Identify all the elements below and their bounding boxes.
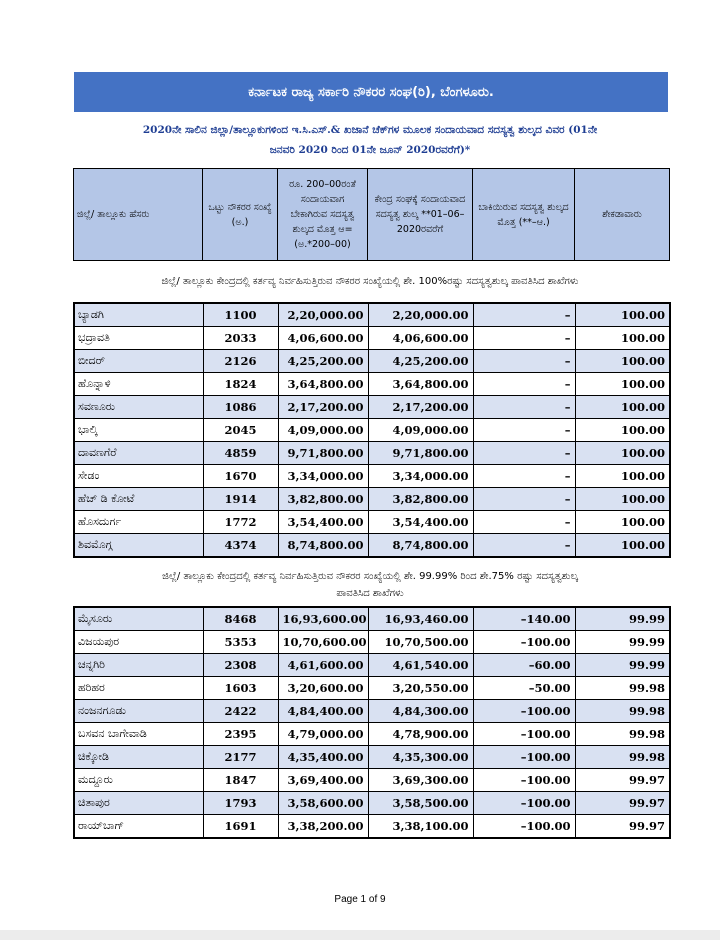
header-fee-balance: ಬಾಕಿಯಿರುವ ಸದಸ್ಯತ್ವ ಶುಲ್ಕದ ಮೊತ್ತ (**–ಆ.) [473, 169, 575, 261]
cell-fee-balance: – [473, 511, 575, 534]
cell-branch-name: ಮೈಸೂರು [74, 607, 203, 631]
cell-fee-due: 4,25,200.00 [278, 350, 368, 373]
cell-fee-balance: – [473, 396, 575, 419]
cell-fee-paid: 10,70,500.00 [368, 631, 473, 654]
cell-fee-due: 4,84,400.00 [278, 700, 368, 723]
cell-employee-count: 4859 [203, 442, 278, 465]
cell-fee-due: 3,20,600.00 [278, 677, 368, 700]
cell-branch-name: ಸವಣೂರು [74, 396, 203, 419]
table-row [74, 350, 670, 373]
cell-fee-paid: 2,17,200.00 [368, 396, 473, 419]
cell-fee-due: 16,93,600.00 [278, 607, 368, 631]
cell-branch-name: ಭದ್ರಾವತಿ [74, 327, 203, 350]
cell-fee-paid: 3,38,100.00 [368, 815, 473, 839]
cell-fee-paid: 4,61,540.00 [368, 654, 473, 677]
table-row [74, 327, 670, 350]
cell-branch-name: ಚನ್ನಗಿರಿ [74, 654, 203, 677]
table-row [74, 815, 670, 839]
table-row [74, 396, 670, 419]
cell-fee-paid: 3,20,550.00 [368, 677, 473, 700]
cell-fee-paid: 3,54,400.00 [368, 511, 473, 534]
cell-employee-count: 4374 [203, 534, 278, 558]
cell-percentage: 100.00 [575, 534, 670, 558]
cell-percentage: 99.99 [575, 631, 670, 654]
cell-employee-count: 8468 [203, 607, 278, 631]
cell-fee-paid: 4,09,000.00 [368, 419, 473, 442]
cell-employee-count: 5353 [203, 631, 278, 654]
table-row [74, 488, 670, 511]
cell-branch-name: ಹೊಸದುರ್ಗ [74, 511, 203, 534]
cell-fee-paid: 16,93,460.00 [368, 607, 473, 631]
cell-employee-count: 1691 [203, 815, 278, 839]
cell-branch-name: ಮದ್ದೂರು [74, 769, 203, 792]
table-row [74, 511, 670, 534]
table-row [74, 654, 670, 677]
table-row [74, 631, 670, 654]
section-1-note-text: ಜಿಲ್ಲೆ/ ತಾಲ್ಲೂಕು ಕೇಂದ್ರದಲ್ಲಿ ಕರ್ತವ್ಯ ನಿರ್ವಹಿಸುತ್ತಿರುವ ನೌಕರರ ಸಂಖ್ಯೆಯಲ್ಲಿ ಶೇ. 100%ರಷ್ಟು ಸದಸ್ಯತ್ವಶುಲ್ಕ ಪಾವತಿಸಿದ ಶಾಖೆಗಳು [161, 276, 579, 287]
cell-employee-count: 2422 [203, 700, 278, 723]
cell-percentage: 100.00 [575, 488, 670, 511]
cell-branch-name: ಬಸವನ ಬಾಗೇವಾಡಿ [74, 723, 203, 746]
cell-branch-name: ಸೇಡಂ [74, 465, 203, 488]
cell-fee-balance: – [473, 534, 575, 558]
cell-branch-name: ವಿಜಯಪುರ [74, 631, 203, 654]
cell-percentage: 99.98 [575, 723, 670, 746]
report-subtitle [70, 120, 670, 160]
header-total-employees: ಒಟ್ಟು ನೌಕರರ ಸಂಖ್ಯೆ (ಅ.) [203, 169, 278, 261]
cell-fee-due: 4,06,600.00 [278, 327, 368, 350]
column-header-table [73, 168, 670, 261]
header-fee-paid: ಕೇಂದ್ರ ಸಂಘಕ್ಕೆ ಸಂದಾಯವಾದ ಸದಸ್ಯತ್ವ ಶುಲ್ಕ **01–06–2020ರವರೆಗೆ [368, 169, 473, 261]
cell-percentage: 100.00 [575, 465, 670, 488]
cell-fee-balance: –100.00 [473, 723, 575, 746]
cell-fee-balance: – [473, 442, 575, 465]
cell-employee-count: 1086 [203, 396, 278, 419]
banner-title: ಕರ್ನಾಟಕ ರಾಜ್ಯ ಸರ್ಕಾರಿ ನೌಕರರ ಸಂಘ(ರಿ), ಬೆಂಗಳೂರು. [248, 84, 494, 100]
table-row [74, 373, 670, 396]
cell-fee-balance: – [473, 373, 575, 396]
table-row [74, 677, 670, 700]
cell-fee-due: 4,61,600.00 [278, 654, 368, 677]
cell-employee-count: 1772 [203, 511, 278, 534]
cell-percentage: 100.00 [575, 350, 670, 373]
cell-percentage: 99.99 [575, 607, 670, 631]
cell-employee-count: 1670 [203, 465, 278, 488]
cell-branch-name: ದಾವಣಗೆರೆ [74, 442, 203, 465]
cell-fee-due: 3,82,800.00 [278, 488, 368, 511]
cell-fee-due: 4,79,000.00 [278, 723, 368, 746]
cell-percentage: 99.97 [575, 769, 670, 792]
header-fee-due: ರೂ. 200–00ರಂತೆ ಸಂದಾಯವಾಗ ಬೇಕಾಗಿರುವ ಸದಸ್ಯತ್ವ ಶುಲ್ಕದ ಮೊತ್ತ ಆ=(ಅ.*200–00) [278, 169, 368, 261]
cell-percentage: 100.00 [575, 442, 670, 465]
cell-fee-due: 3,58,600.00 [278, 792, 368, 815]
cell-branch-name: ನಂಜನಗೂಡು [74, 700, 203, 723]
cell-fee-paid: 2,20,000.00 [368, 303, 473, 327]
cell-fee-due: 3,69,400.00 [278, 769, 368, 792]
cell-employee-count: 1793 [203, 792, 278, 815]
cell-fee-due: 3,54,400.00 [278, 511, 368, 534]
partial-payment-branches-table [73, 606, 671, 839]
cell-fee-paid: 4,78,900.00 [368, 723, 473, 746]
table-row [74, 419, 670, 442]
cell-fee-balance: –100.00 [473, 700, 575, 723]
cell-fee-paid: 3,69,300.00 [368, 769, 473, 792]
header-percentage: ಶೇಕಡಾವಾರು [575, 169, 670, 261]
cell-fee-due: 4,09,000.00 [278, 419, 368, 442]
cell-fee-balance: –100.00 [473, 746, 575, 769]
cell-fee-balance: –100.00 [473, 631, 575, 654]
cell-employee-count: 1603 [203, 677, 278, 700]
cell-fee-due: 3,64,800.00 [278, 373, 368, 396]
cell-employee-count: 2126 [203, 350, 278, 373]
cell-employee-count: 2308 [203, 654, 278, 677]
cell-fee-balance: – [473, 303, 575, 327]
table-row [74, 792, 670, 815]
cell-branch-name: ಚಿಕ್ಕೋಡಿ [74, 746, 203, 769]
organization-title-banner [74, 72, 668, 112]
cell-fee-paid: 3,82,800.00 [368, 488, 473, 511]
cell-fee-paid: 8,74,800.00 [368, 534, 473, 558]
table-row [74, 442, 670, 465]
cell-fee-balance: –100.00 [473, 815, 575, 839]
cell-employee-count: 2395 [203, 723, 278, 746]
cell-percentage: 99.99 [575, 654, 670, 677]
cell-fee-due: 3,38,200.00 [278, 815, 368, 839]
cell-branch-name: ರಾಯ್‌ಬಾಗ್ [74, 815, 203, 839]
cell-percentage: 100.00 [575, 511, 670, 534]
table-row [74, 746, 670, 769]
cell-fee-paid: 4,84,300.00 [368, 700, 473, 723]
cell-fee-paid: 9,71,800.00 [368, 442, 473, 465]
cell-branch-name: ಬ್ಯಾಡಗಿ [74, 303, 203, 327]
cell-branch-name: ಹರಿಹರ [74, 677, 203, 700]
cell-branch-name: ಶಿವಮೊಗ್ಗ [74, 534, 203, 558]
cell-fee-paid: 3,34,000.00 [368, 465, 473, 488]
subtitle-line-1: 2020ನೇ ಸಾಲಿನ ಜಿಲ್ಲಾ/ತಾಲ್ಲೂಕುಗಳಿಂದ ಇ.ಸಿ.ಎಸ್.& ಖಜಾನೆ ಚೆಕ್‌ಗಳ ಮೂಲಕ ಸಂದಾಯವಾದ ಸದಸ್ಯತ್ವ ಶುಲ್ಕದ ವಿವರ (01ನೇ [142, 124, 598, 136]
header-district-name: ಜಿಲ್ಲೆ/ ತಾಲ್ಲೂಕು ಹೆಸರು [74, 169, 203, 261]
cell-branch-name: ಭಾಲ್ಕಿ [74, 419, 203, 442]
cell-fee-paid: 3,58,500.00 [368, 792, 473, 815]
cell-branch-name: ಬೀದರ್ [74, 350, 203, 373]
cell-employee-count: 1824 [203, 373, 278, 396]
cell-percentage: 100.00 [575, 327, 670, 350]
table-row [74, 723, 670, 746]
cell-percentage: 100.00 [575, 303, 670, 327]
section-2-note-line-2: ಪಾವತಿಸಿದ ಶಾಖೆಗಳು [336, 588, 404, 599]
cell-fee-balance: – [473, 488, 575, 511]
cell-fee-due: 3,34,000.00 [278, 465, 368, 488]
cell-branch-name: ಹೊನ್ನಾಳಿ [74, 373, 203, 396]
cell-percentage: 99.98 [575, 700, 670, 723]
cell-fee-balance: –100.00 [473, 792, 575, 815]
cell-fee-paid: 4,35,300.00 [368, 746, 473, 769]
cell-fee-balance: – [473, 465, 575, 488]
cell-percentage: 99.97 [575, 815, 670, 839]
cell-fee-balance: – [473, 327, 575, 350]
cell-percentage: 99.97 [575, 792, 670, 815]
cell-fee-balance: –60.00 [473, 654, 575, 677]
cell-fee-balance: –100.00 [473, 769, 575, 792]
cell-employee-count: 2045 [203, 419, 278, 442]
cell-fee-paid: 4,25,200.00 [368, 350, 473, 373]
cell-fee-balance: –140.00 [473, 607, 575, 631]
cell-fee-balance: – [473, 350, 575, 373]
cell-percentage: 99.98 [575, 677, 670, 700]
cell-fee-due: 8,74,800.00 [278, 534, 368, 558]
cell-branch-name: ಚಿತಾಪುರ [74, 792, 203, 815]
section-1-note [70, 273, 670, 290]
cell-percentage: 100.00 [575, 419, 670, 442]
full-payment-branches-table [73, 302, 671, 558]
cell-fee-due: 2,17,200.00 [278, 396, 368, 419]
cell-fee-due: 2,20,000.00 [278, 303, 368, 327]
cell-fee-paid: 3,64,800.00 [368, 373, 473, 396]
cell-fee-due: 10,70,600.00 [278, 631, 368, 654]
table-row [74, 607, 670, 631]
cell-percentage: 100.00 [575, 373, 670, 396]
cell-fee-due: 9,71,800.00 [278, 442, 368, 465]
page-number-footer: Page 1 of 9 [334, 894, 386, 905]
table-row [74, 534, 670, 558]
cell-percentage: 100.00 [575, 396, 670, 419]
cell-percentage: 99.98 [575, 746, 670, 769]
cell-employee-count: 1914 [203, 488, 278, 511]
cell-employee-count: 2177 [203, 746, 278, 769]
section-2-note [70, 568, 670, 602]
cell-fee-paid: 4,06,600.00 [368, 327, 473, 350]
cell-employee-count: 2033 [203, 327, 278, 350]
cell-fee-balance: –50.00 [473, 677, 575, 700]
table-row [74, 769, 670, 792]
table-row [74, 303, 670, 327]
cell-fee-balance: – [473, 419, 575, 442]
table-row [74, 465, 670, 488]
section-2-note-line-1: ಜಿಲ್ಲೆ/ ತಾಲ್ಲೂಕು ಕೇಂದ್ರದಲ್ಲಿ ಕರ್ತವ್ಯ ನಿರ್ವಹಿಸುತ್ತಿರುವ ನೌಕರರ ಸಂಖ್ಯೆಯಲ್ಲಿ ಶೇ. 99.99% ರಿಂದ ಶೇ.75% ರಷ್ಟು ಸದಸ್ಯತ್ವಶುಲ್ಕ [162, 571, 578, 582]
subtitle-line-2: ಜನವರಿ 2020 ರಿಂದ 01ನೇ ಜೂನ್ 2020ರವರೆಗೆ)* [269, 144, 471, 156]
table-row [74, 700, 670, 723]
cell-employee-count: 1847 [203, 769, 278, 792]
cell-branch-name: ಹೆಚ್ ಡಿ ಕೋಟೆ [74, 488, 203, 511]
cell-employee-count: 1100 [203, 303, 278, 327]
cell-fee-due: 4,35,400.00 [278, 746, 368, 769]
